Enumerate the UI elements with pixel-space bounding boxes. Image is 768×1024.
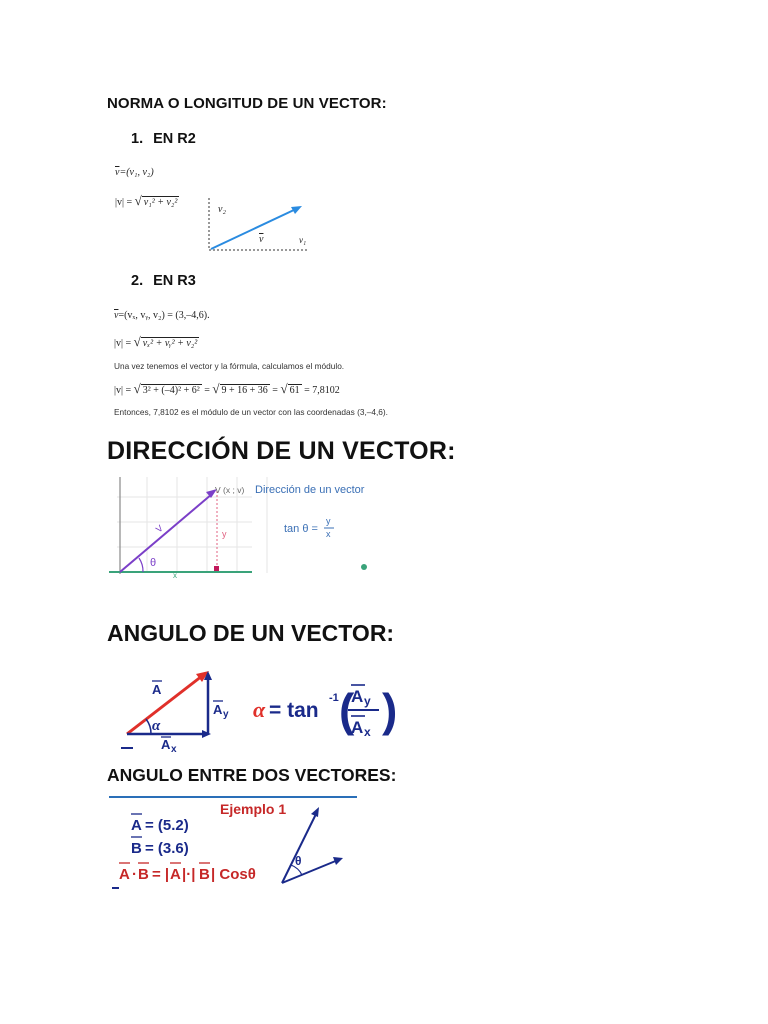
- list-number-r2: 1.: [131, 131, 144, 147]
- formula-denominator: A: [351, 718, 364, 737]
- example-label: Ejemplo 1: [220, 801, 287, 817]
- r3-sentence-2: Entonces, 7,8102 es el módulo de un vector con las coordenadas (3,–4,6).: [114, 407, 388, 417]
- formula-numerator: A: [351, 687, 364, 706]
- r2-label-v: v: [259, 234, 264, 245]
- formula-superscript: -1: [329, 692, 339, 704]
- sqrt-icon: √: [133, 334, 141, 349]
- r3-norm-lhs: |v| =: [114, 338, 132, 349]
- dot-abs-a: A: [170, 866, 181, 883]
- r3-vector-components: =(vₓ, vᵧ, v₂) = (3,–4,6).: [118, 310, 210, 321]
- list-label-r3: EN R3: [153, 273, 196, 289]
- list-item-r3: [131, 273, 196, 289]
- dot-b: B: [138, 866, 149, 883]
- dot-cos: | Cosθ: [211, 866, 256, 883]
- angulo-figure: [107, 662, 397, 754]
- section-title-entre: ANGULO ENTRE DOS VECTORES:: [107, 765, 397, 785]
- line-b-vector: B: [131, 840, 142, 857]
- list-item-r2: [131, 131, 196, 147]
- r2-vector-figure: [200, 192, 320, 256]
- arrowhead-icon: [311, 807, 319, 817]
- r2-vector-arrow: [211, 209, 296, 249]
- sqrt-icon: √: [133, 381, 141, 396]
- r3-calc-eq-2: =: [272, 385, 278, 396]
- r3-calc-result: = 7,8102: [304, 385, 340, 396]
- direccion-figure-heading: Dirección de un vector: [255, 484, 365, 496]
- sqrt-icon: √: [280, 381, 288, 396]
- formula-equals-tan: = tan: [269, 699, 319, 722]
- section-title-angulo: ANGULO DE UN VECTOR:: [107, 620, 395, 646]
- label-alpha: α: [152, 718, 161, 734]
- sqrt-icon: √: [134, 193, 142, 208]
- r3-vector-definition: [114, 310, 210, 321]
- label-ay-sub: y: [223, 709, 229, 720]
- label-ay: A: [213, 702, 223, 717]
- r3-norm-formula: [114, 334, 199, 350]
- theta-arc: [139, 558, 143, 572]
- left-paren-icon: (: [339, 684, 355, 736]
- dot-a: A: [119, 866, 130, 883]
- formula-numerator-sub: y: [364, 694, 371, 708]
- vector-line-2: [282, 860, 338, 883]
- right-paren-icon: ): [382, 684, 397, 736]
- y-component-label: y: [222, 529, 227, 539]
- theta-label: θ: [150, 557, 157, 569]
- vector-label-v: V: [153, 523, 165, 535]
- vector-coordinate-label: V (x ; v): [215, 485, 245, 495]
- vector-a: [127, 676, 202, 734]
- r3-sentence-1: Una vez tenemos el vector y la fórmula, calculamos el módulo.: [114, 361, 345, 371]
- line-b-value: = (3.6): [145, 840, 189, 857]
- r2-norm-formula: [115, 193, 179, 209]
- line-a-value: = (5.2): [145, 817, 189, 834]
- r2-vector-symbol: $\overline{v}$: [115, 167, 120, 178]
- label-ax: A: [161, 737, 171, 752]
- tan-formula-denominator: x: [326, 529, 331, 539]
- vector-line-1: [282, 814, 316, 883]
- r3-vector-symbol: $\overline{v}$: [114, 310, 119, 321]
- line-a-vector: A: [131, 817, 142, 834]
- label-ax-sub: x: [171, 744, 177, 754]
- r3-calc-radicand-1: 3² + (–4)² + 6²: [142, 385, 200, 396]
- r3-calc-radicand-2: 9 + 16 + 36: [221, 385, 268, 396]
- direction-vector: [120, 494, 212, 572]
- x-component-label: x: [173, 571, 177, 579]
- dot-separator: |·|: [182, 866, 196, 883]
- label-a: A: [152, 682, 162, 697]
- r3-calc-radicand-3: 61: [289, 385, 300, 396]
- dot-icon: [361, 564, 367, 570]
- formula-denominator-sub: x: [364, 725, 371, 739]
- direccion-figure: [107, 477, 369, 579]
- tan-formula-numerator: y: [326, 516, 331, 526]
- r3-calculation: [114, 381, 340, 397]
- list-label-r2: EN R2: [153, 131, 196, 147]
- r2-label-v1: v₁: [299, 235, 307, 245]
- sqrt-icon: √: [212, 381, 220, 396]
- arrowhead-icon: [333, 857, 343, 865]
- dot-equals: = |: [152, 866, 170, 883]
- r2-norm-lhs: |v| =: [115, 197, 133, 208]
- alpha-arc: [146, 719, 151, 734]
- right-angle-marker: [214, 566, 219, 571]
- arrowhead-icon: [202, 730, 211, 738]
- tan-formula-lhs: tan θ =: [284, 523, 318, 535]
- list-number-r3: 2.: [131, 273, 144, 289]
- r2-norm-radicand: v₁² + v₂²: [143, 197, 178, 208]
- theta-label: θ: [295, 854, 302, 868]
- r3-calc-lhs: |v| =: [114, 385, 132, 396]
- dot-middle: ·: [132, 866, 137, 883]
- section-title-direccion: DIRECCIÓN DE UN VECTOR:: [107, 437, 456, 465]
- formula-alpha: α: [253, 697, 266, 722]
- r3-norm-radicand: vₓ² + vᵧ² + v₂²: [142, 338, 198, 349]
- r2-vector-definition: [115, 167, 154, 178]
- section-title-norma: NORMA O LONGITUD DE UN VECTOR:: [107, 95, 387, 112]
- dot-abs-b: B: [199, 866, 210, 883]
- entre-figure: [107, 798, 357, 890]
- r2-label-v2: v₂: [218, 204, 226, 215]
- r3-calc-eq-1: =: [204, 385, 210, 396]
- r2-vector-components: =(v₁, v₂): [119, 167, 154, 178]
